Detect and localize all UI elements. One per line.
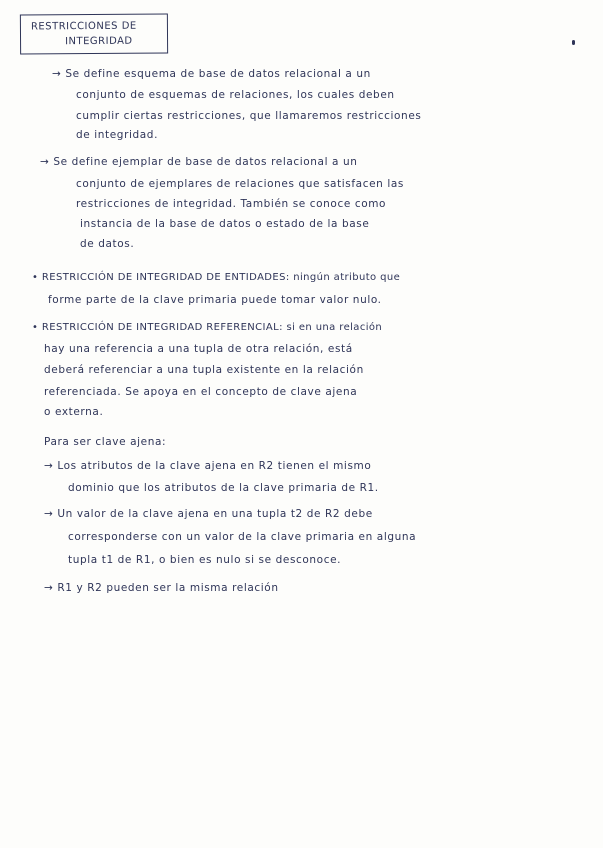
title-box [20, 13, 168, 54]
p2-line-3: restricciones de integridad. También se conoce como [76, 198, 387, 210]
p4-line-5: o externa. [44, 406, 104, 418]
p2-line-5: de datos. [80, 238, 135, 250]
p5-line-4: corresponderse con un valor de la clave primaria en alguna [68, 531, 417, 543]
ink-mark [572, 40, 575, 45]
p1-line-4: de integridad. [76, 129, 159, 141]
p5-line-5: tupla t1 de R1, o bien es nulo si se desconoce. [68, 554, 342, 566]
p5-heading: Para ser clave ajena: [44, 436, 167, 448]
p4-line-2: hay una referencia a una tupla de otra relación, está [44, 343, 353, 355]
p5-line-2: dominio que los atributos de la clave primaria de R1. [68, 482, 379, 494]
title-line-2: INTEGRIDAD [65, 35, 133, 48]
p4-line-1: • RESTRICCIÓN DE INTEGRIDAD REFERENCIAL: si en una relación [32, 322, 383, 333]
p4-line-3: deberá referenciar a una tupla existente en la relación [44, 364, 364, 376]
title-line-1: RESTRICCIONES DE [30, 20, 137, 33]
p1-line-3: cumplir ciertas restricciones, que llamaremos restricciones [76, 110, 422, 122]
p5-line-1: → Los atributos de la clave ajena en R2 tienen el mismo [44, 460, 372, 472]
p2-line-4: instancia de la base de datos o estado de la base [80, 218, 370, 230]
p5-line-6: → R1 y R2 pueden ser la misma relación [44, 582, 279, 594]
p1-line-1: → Se define esquema de base de datos relacional a un [52, 68, 371, 80]
p2-line-1: → Se define ejemplar de base de datos relacional a un [40, 156, 358, 168]
p5-line-3: → Un valor de la clave ajena en una tupla t2 de R2 debe [44, 508, 373, 520]
p4-line-4: referenciada. Se apoya en el concepto de clave ajena [44, 386, 358, 398]
p3-line-2: forme parte de la clave primaria puede tomar valor nulo. [48, 294, 382, 306]
p2-line-2: conjunto de ejemplares de relaciones que satisfacen las [76, 178, 404, 190]
p3-line-1: • RESTRICCIÓN DE INTEGRIDAD DE ENTIDADES: ningún atributo que [32, 272, 401, 283]
p1-line-2: conjunto de esquemas de relaciones, los cuales deben [76, 89, 395, 101]
